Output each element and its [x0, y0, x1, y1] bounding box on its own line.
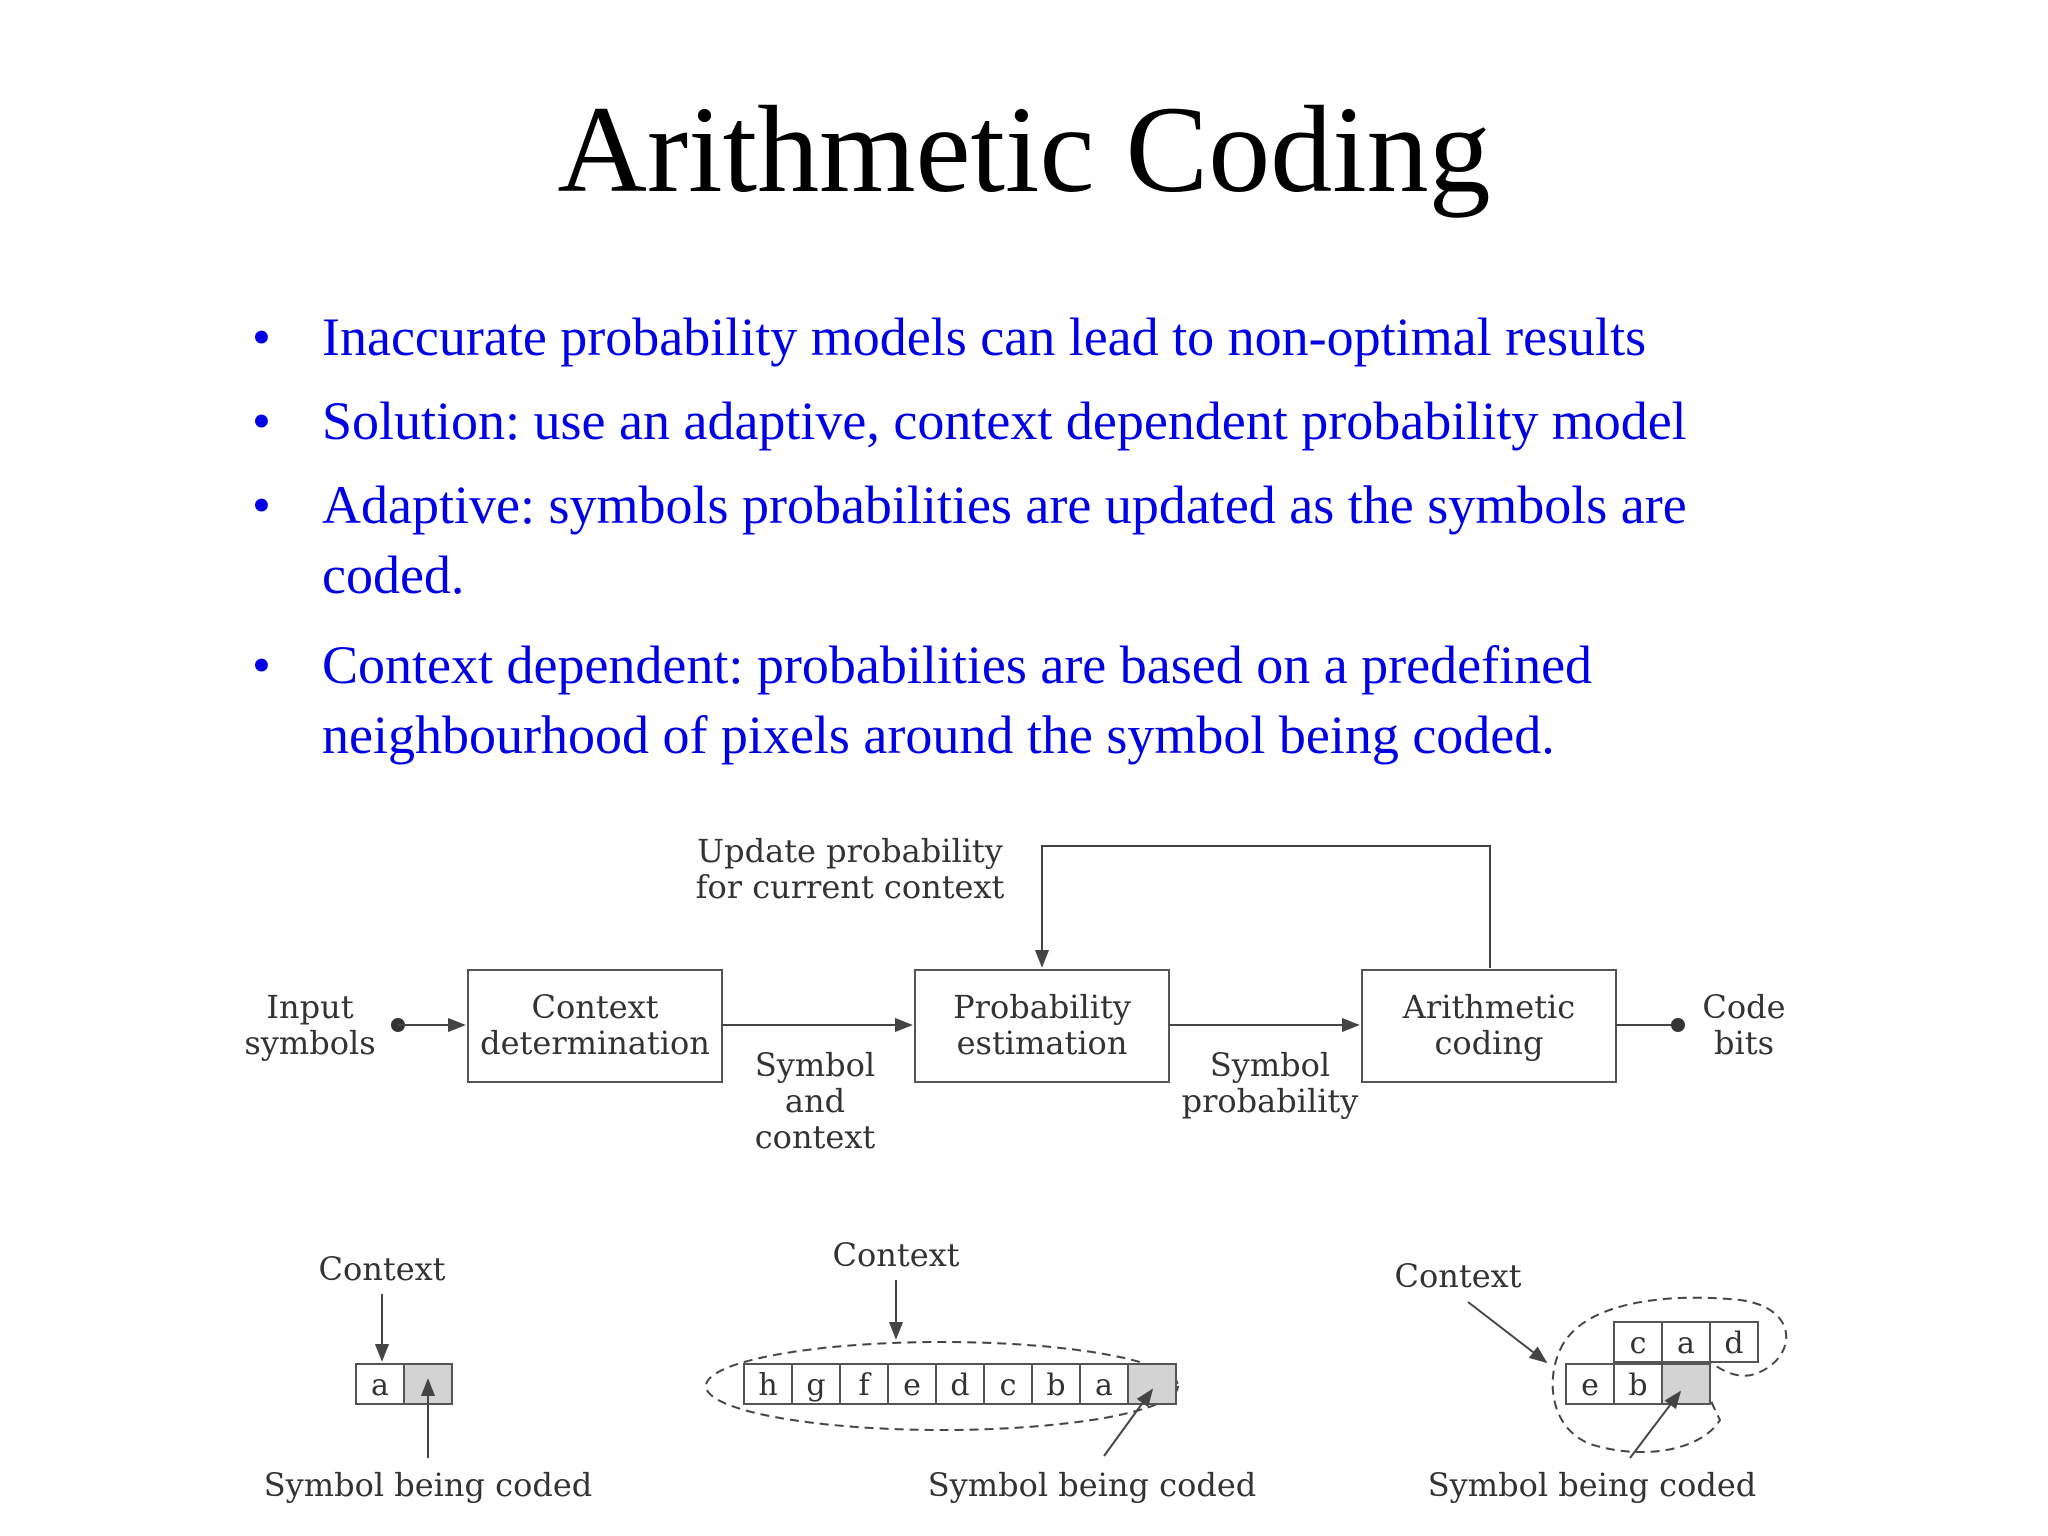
context-cell-text: b: [1628, 1368, 1648, 1403]
symbol-label: Symbol being coded: [1427, 1466, 1757, 1504]
context-cell-text: a: [1095, 1368, 1113, 1403]
output-dot-icon: [1671, 1018, 1685, 1032]
context-cell-text: g: [806, 1368, 826, 1403]
context-cell-text: a: [371, 1368, 389, 1403]
symbol-probability-line1: Symbol: [1209, 1046, 1331, 1084]
symbol-context-line2: and: [784, 1082, 846, 1120]
arith-box-line2: coding: [1434, 1024, 1544, 1062]
context-label: Context: [318, 1250, 446, 1288]
bullet-text: Adaptive: symbols probabilities are updated as the symbols are coded.: [322, 475, 1687, 605]
input-label-line2: symbols: [244, 1024, 376, 1062]
symbol-cell: [1128, 1364, 1176, 1404]
arith-box-line1: Arithmetic: [1402, 988, 1576, 1026]
slide-title: Arithmetic Coding: [557, 81, 1491, 218]
symbol-cell: [1662, 1364, 1710, 1404]
bullet-dot-icon: •: [252, 391, 271, 451]
symbol-probability-line2: probability: [1181, 1082, 1359, 1120]
context-cell-text: c: [999, 1368, 1017, 1403]
context-cell-text: e: [903, 1368, 921, 1403]
bullet-dot-icon: •: [252, 307, 271, 367]
symbol-context-line3: context: [754, 1118, 876, 1156]
prob-box-line1: Probability: [953, 988, 1131, 1026]
prob-box-line2: estimation: [956, 1024, 1128, 1062]
bullet-dot-icon: •: [252, 635, 271, 695]
bullet-text: Solution: use an adaptive, context dependent probability model: [322, 391, 1687, 451]
symbol-label: Symbol being coded: [263, 1466, 593, 1504]
input-label-line1: Input: [266, 988, 354, 1026]
bullet-dot-icon: •: [252, 475, 271, 535]
symbol-context-line1: Symbol: [754, 1046, 876, 1084]
context-cell-text: a: [1677, 1326, 1695, 1361]
context-cell-text: e: [1581, 1368, 1599, 1403]
bullet-text: Context dependent: probabilities are based on a predefined neighbourhood of pixels around the symbol being coded.: [322, 635, 1593, 765]
context-box-line1: Context: [531, 988, 659, 1026]
output-label-line1: Code: [1702, 988, 1786, 1026]
context-cell-text: c: [1629, 1326, 1647, 1361]
context-arrow: [1468, 1302, 1546, 1362]
feedback-arrow: [1042, 846, 1490, 968]
context-cell-text: d: [1724, 1326, 1744, 1361]
symbol-label: Symbol being coded: [927, 1466, 1257, 1504]
context-label: Context: [832, 1236, 960, 1274]
context-cell-text: b: [1046, 1368, 1066, 1403]
context-box-line2: determination: [480, 1024, 710, 1062]
example-1: [264, 1250, 593, 1504]
output-label-line2: bits: [1714, 1024, 1774, 1062]
context-cell-text: d: [950, 1368, 970, 1403]
update-label-line1: Update probability: [697, 832, 1003, 870]
context-label: Context: [1394, 1257, 1522, 1295]
update-label-line2: for current context: [695, 868, 1005, 906]
context-cell-text: f: [858, 1368, 870, 1403]
bullet-text: Inaccurate probability models can lead to non-optimal results: [322, 307, 1647, 367]
example-3: [1394, 1257, 1786, 1504]
example-2: [706, 1236, 1256, 1504]
context-cell-text: h: [758, 1368, 778, 1403]
